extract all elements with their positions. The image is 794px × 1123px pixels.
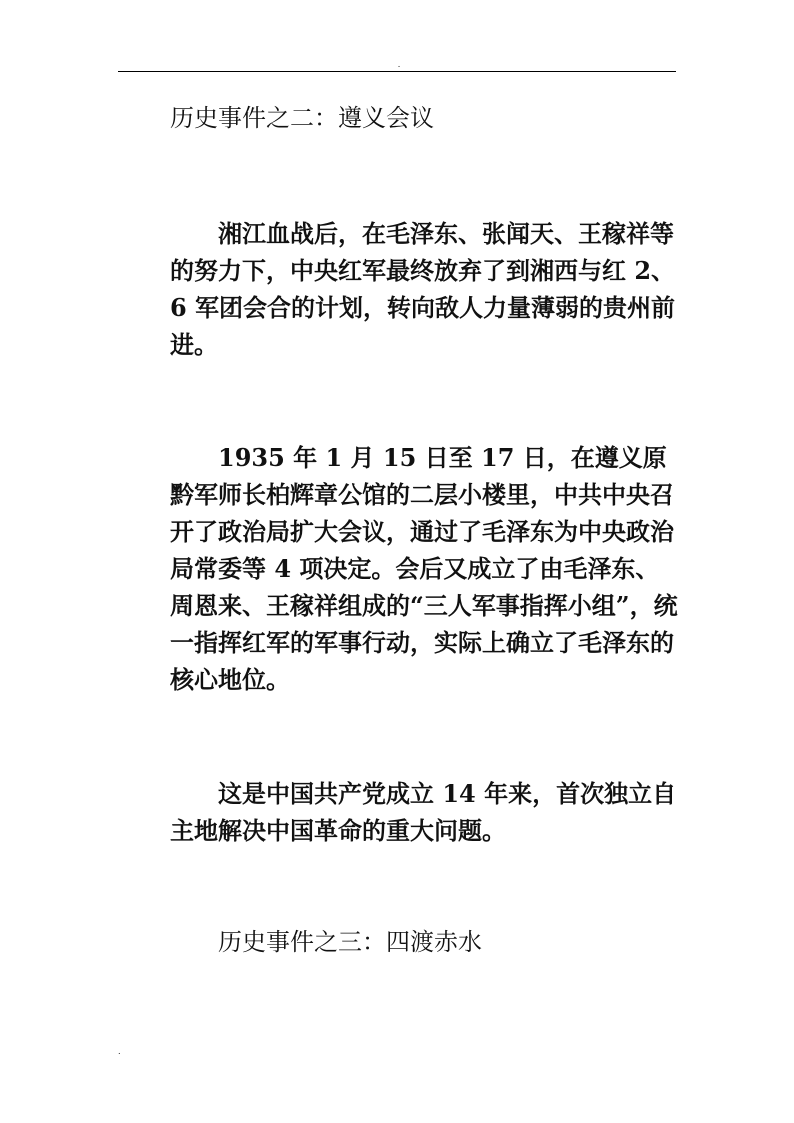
paragraph-spacing: [170, 849, 678, 924]
paragraph-xiangjiang: 湘江血战后，在毛泽东、张闻天、王稼祥等的努力下，中央红军最终放弃了到湘西与红 2、6 军团会合的计划，转向敌人力量薄弱的贵州前进。: [170, 219, 676, 359]
section-heading-chishui: 历史事件之三：四渡赤水: [218, 928, 482, 956]
header-divider: [118, 71, 676, 72]
paragraph-significance: 这是中国共产党成立 14 年来，首次独立自主地解决中国革命的重大问题。: [170, 779, 677, 845]
paragraph-spacing: [170, 137, 678, 215]
paragraph-spacing: [170, 363, 678, 439]
section-heading-zunyi: 历史事件之二：遵义会议: [170, 104, 434, 132]
document-body: [170, 100, 678, 961]
paragraph-spacing: [170, 698, 678, 775]
paragraph-zunyi-meeting: 1935 年 1 月 15 日至 17 日，在遵义原黔军师长柏辉章公馆的二层小楼里，中共中央召开了政治局扩大会议，通过了毛泽东为中央政治局常委等 4 项决定。会后又成立了由毛泽东、周恩来、王稼祥组成的“三人军事指挥小组”，统一指挥红军的军事行动，实际上确立了毛泽东的核心地位。: [170, 443, 678, 694]
header-mark: .: [397, 60, 401, 69]
footer-mark: .: [118, 1047, 121, 1056]
